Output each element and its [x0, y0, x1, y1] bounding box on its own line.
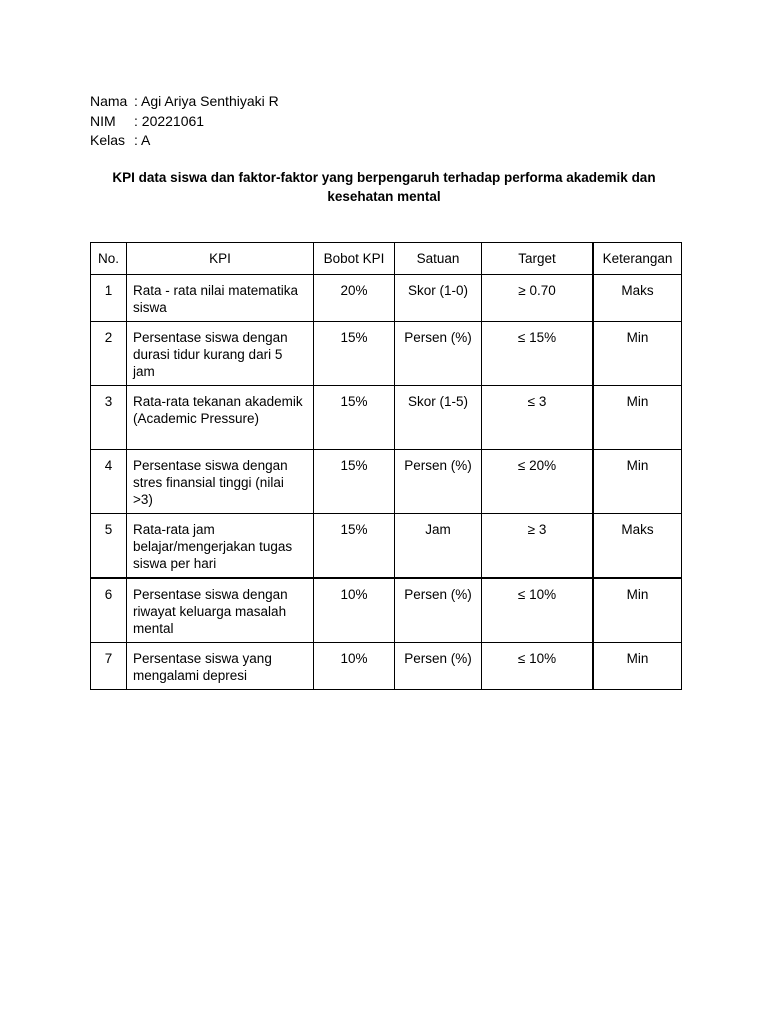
cell-keterangan: Maks: [593, 514, 682, 579]
cell-target: ≥ 3: [482, 514, 594, 579]
cell-bobot: 15%: [314, 450, 395, 514]
cell-target: ≤ 10%: [482, 578, 594, 643]
cell-bobot: 15%: [314, 514, 395, 579]
header-no: No.: [91, 243, 127, 275]
table-row: [91, 450, 682, 514]
nim-label: NIM: [90, 112, 116, 129]
cell-target: ≤ 20%: [482, 450, 594, 514]
document-title: KPI data siswa dan faktor-faktor yang berpengaruh terhadap performa akademik dan kesehatan mental: [112, 170, 656, 204]
table-row: [91, 386, 682, 450]
cell-keterangan: Min: [593, 386, 682, 450]
kelas-row: [90, 131, 279, 151]
cell-bobot: 10%: [314, 578, 395, 643]
nim-value: : 20221061: [134, 112, 205, 129]
cell-satuan: Persen (%): [395, 322, 482, 386]
header-target: Target: [482, 243, 594, 275]
cell-satuan: Skor (1-5): [395, 386, 482, 450]
cell-target: ≥ 0.70: [482, 275, 594, 322]
cell-no: 7: [91, 643, 127, 690]
cell-no: 4: [91, 450, 127, 514]
cell-kpi: Persentase siswa yang mengalami depresi: [127, 643, 314, 690]
cell-target: ≤ 15%: [482, 322, 594, 386]
header-kpi: KPI: [127, 243, 314, 275]
nama-row: [90, 92, 279, 112]
cell-kpi: Persentase siswa dengan durasi tidur kurang dari 5 jam: [127, 322, 314, 386]
cell-kpi: Rata - rata nilai matematika siswa: [127, 275, 314, 322]
kelas-value: : A: [134, 132, 151, 148]
cell-bobot: 20%: [314, 275, 395, 322]
cell-keterangan: Maks: [593, 275, 682, 322]
cell-bobot: 15%: [314, 322, 395, 386]
cell-no: 6: [91, 578, 127, 643]
nim-row: [90, 112, 279, 132]
table-header-row: [91, 243, 682, 275]
header-keterangan: Keterangan: [593, 243, 682, 275]
cell-bobot: 10%: [314, 643, 395, 690]
cell-kpi: Rata-rata tekanan akademik (Academic Pressure): [127, 386, 314, 450]
cell-bobot: 15%: [314, 386, 395, 450]
table-row: [91, 578, 682, 643]
cell-satuan: Skor (1-0): [395, 275, 482, 322]
student-identity: [90, 92, 279, 151]
cell-satuan: Persen (%): [395, 643, 482, 690]
cell-no: 1: [91, 275, 127, 322]
cell-satuan: Jam: [395, 514, 482, 579]
kelas-label: Kelas: [90, 132, 126, 148]
table-row: [91, 514, 682, 579]
header-satuan: Satuan: [395, 243, 482, 275]
table-row: [91, 643, 682, 690]
cell-no: 5: [91, 514, 127, 579]
cell-keterangan: Min: [593, 450, 682, 514]
cell-no: 3: [91, 386, 127, 450]
cell-target: ≤ 10%: [482, 643, 594, 690]
cell-satuan: Persen (%): [395, 578, 482, 643]
cell-keterangan: Min: [593, 643, 682, 690]
nama-label: Nama: [90, 93, 128, 109]
cell-keterangan: Min: [593, 322, 682, 386]
table-row: [91, 275, 682, 322]
cell-no: 2: [91, 322, 127, 386]
cell-satuan: Persen (%): [395, 450, 482, 514]
kpi-table: [90, 242, 682, 690]
table-row: [91, 322, 682, 386]
cell-kpi: Persentase siswa dengan riwayat keluarga masalah mental: [127, 578, 314, 643]
header-bobot: Bobot KPI: [314, 243, 395, 275]
cell-kpi: Persentase siswa dengan stres finansial tinggi (nilai >3): [127, 450, 314, 514]
cell-keterangan: Min: [593, 578, 682, 643]
cell-target: ≤ 3: [482, 386, 594, 450]
nama-value: : Agi Ariya Senthiyaki R: [134, 93, 279, 109]
cell-kpi: Rata-rata jam belajar/mengerjakan tugas siswa per hari: [127, 514, 314, 579]
